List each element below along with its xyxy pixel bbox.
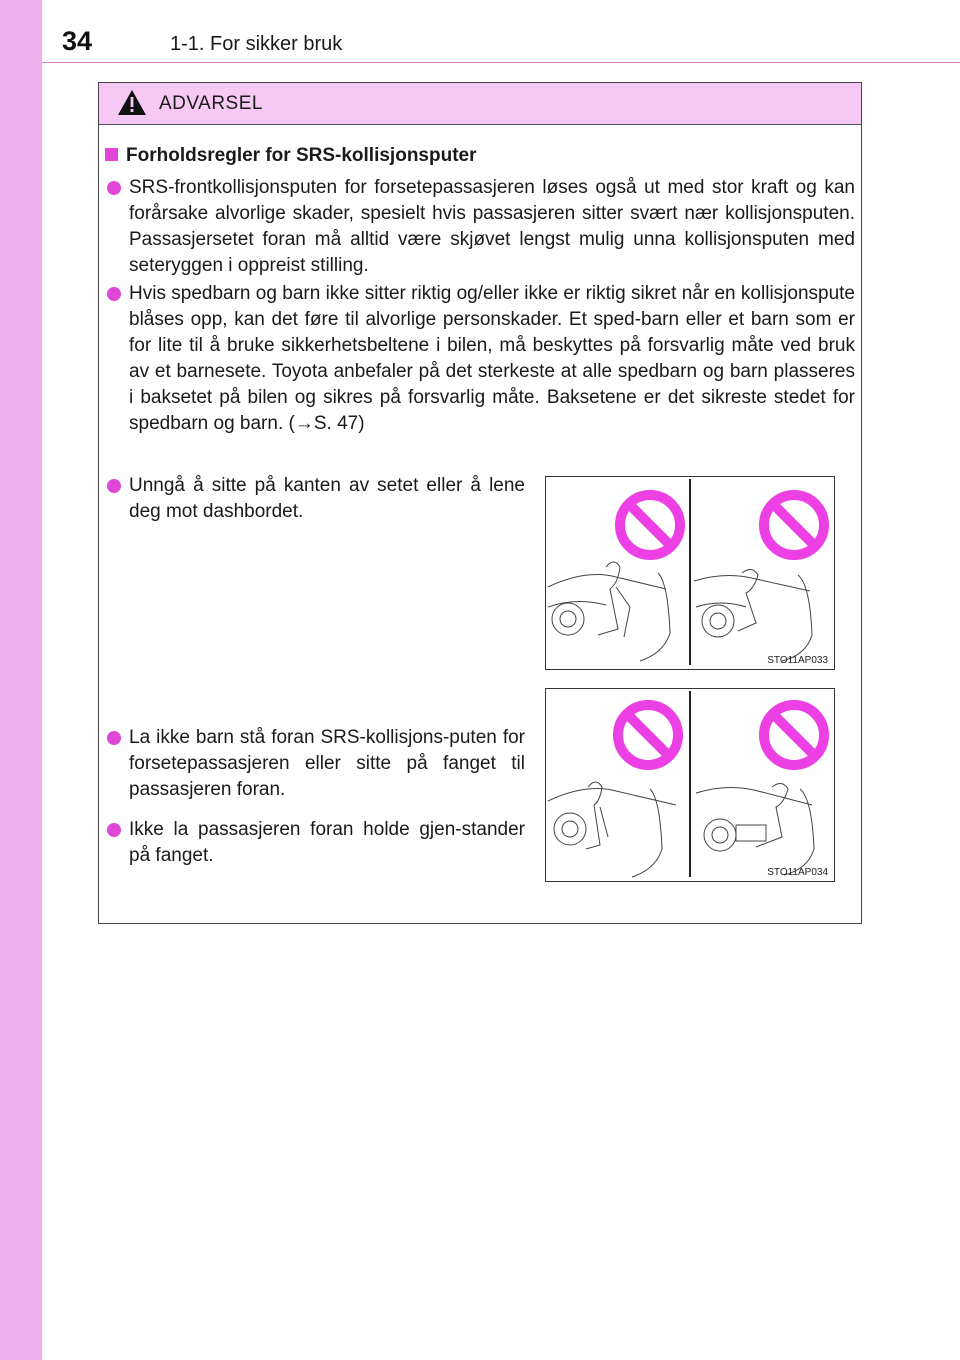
list-item — [107, 175, 855, 279]
illustration-code: STO11AP034 — [767, 867, 828, 878]
page-header — [42, 0, 960, 62]
list-item — [107, 473, 525, 525]
bullet-dot-icon — [107, 181, 121, 195]
warning-header — [99, 83, 861, 125]
illustration-code: STO11AP033 — [767, 655, 828, 666]
warning-heading-text: Forholdsregler for SRS-kollisjonsputer — [126, 145, 477, 166]
list-item-text: Unngå å sitte på kanten av setet eller å lene deg mot dashbordet. — [129, 475, 525, 522]
list-item-text: SRS-frontkollisjonsputen for forsetepassasjeren løses også ut med stor kraft og kan forårsake alvorlige skader, spesielt hvis passasjeren sitter svært nær kollisjonsputen. Passasjersetet foran må alltid være skjøvet lengst mulig unna kollisjonsputen med seteryggen i oppreist stilling. — [129, 177, 855, 276]
list-item-text: La ikke barn stå foran SRS-kollisjons-puten for forsetepassasjeren eller sitte på fanget til passasjeren foran. — [129, 727, 525, 800]
list-item — [107, 725, 525, 803]
bullet-dot-icon — [107, 479, 121, 493]
illustration-divider — [689, 691, 691, 877]
illustration-033 — [545, 476, 835, 670]
prohibition-icon — [618, 705, 678, 765]
header-divider — [42, 62, 960, 63]
warning-heading — [105, 145, 477, 167]
list-item-text: Hvis spedbarn og barn ikke sitter riktig og/eller ikke er riktig sikret når en kollisjonspute blåses opp, kan det føre til alvorlige personskader. Et sped-barn eller et barn som er for lite til å bruke sikkerhetsbeltene i bilen, må beskyttes på forsvarlig måte ved bruk av et barnesete. Toyota anbefaler på det sterkeste at alle spedbarn og barn plasseres i baksetet på bilen og sikres på forsvarlig måte. Baksetene er det sikreste stedet for spedbarn og barn. (→S. 47) — [129, 283, 855, 434]
prohibition-icon — [764, 495, 824, 555]
prohibition-icon — [620, 495, 680, 555]
bullet-dot-icon — [107, 823, 121, 837]
illustration-divider — [689, 479, 691, 665]
list-item — [107, 817, 525, 869]
page-number: 34 — [62, 26, 93, 56]
square-bullet-icon — [105, 148, 118, 161]
warning-box — [98, 82, 862, 924]
list-item-text: Ikke la passasjeren foran holde gjen-stander på fanget. — [129, 819, 525, 866]
side-tab-strip — [0, 0, 42, 1360]
section-title: 1-1. For sikker bruk — [170, 33, 343, 55]
bullet-dot-icon — [107, 287, 121, 301]
prohibition-icon — [764, 705, 824, 765]
list-item — [107, 281, 855, 437]
warning-triangle-icon — [117, 89, 147, 116]
warning-label: ADVARSEL — [159, 93, 263, 114]
illustration-034 — [545, 688, 835, 882]
bullet-dot-icon — [107, 731, 121, 745]
